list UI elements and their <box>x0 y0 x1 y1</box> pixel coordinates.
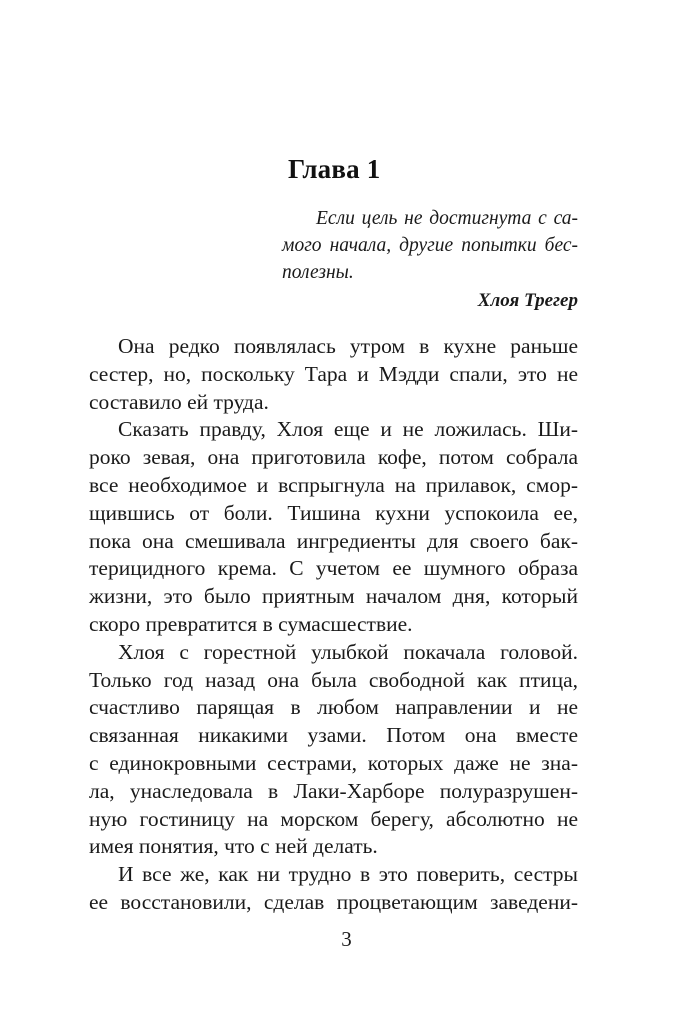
body-line: ную гостиницу на морском берегу, абсолютно не <box>89 806 578 831</box>
body-line: составило ей труда. <box>89 389 269 414</box>
body-line: Только год назад она была свободной как птица, <box>89 667 578 692</box>
body-line: связанная никакими узами. Потом она вместе <box>89 723 578 748</box>
body-line: все необходимое и вспрыгнула на прилавок, смор- <box>89 472 578 497</box>
body-line: роко зевая, она приготовила кофе, потом собрала <box>89 445 578 470</box>
body-line: ее восстановили, сделав процветающим заведени- <box>89 889 578 914</box>
body-line: имея понятия, что с ней делать. <box>89 834 378 859</box>
body-line: И все же, как ни трудно в это поверить, сестры <box>118 862 578 887</box>
body-line: пока она смешивала ингредиенты для своего бак- <box>89 528 578 553</box>
body-line: жизни, это было приятным началом дня, который <box>89 584 578 609</box>
body-line: Сказать правду, Хлоя еще и не ложилась. Ши- <box>118 417 578 442</box>
body-line: скоро превратится в сумасшествие. <box>89 611 413 636</box>
body-line: Она редко появлялась утром в кухне раньше <box>118 334 578 358</box>
epigraph-line: полезны. <box>282 262 354 283</box>
epigraph-author: Хлоя Трегер <box>477 290 578 311</box>
epigraph <box>282 205 578 286</box>
body-line: сестер, но, поскольку Тара и Мэдди спали, это не <box>89 361 578 386</box>
page-number: 3 <box>341 927 352 951</box>
body-line: счастливо парящая в любом направлении и не <box>89 695 578 720</box>
epigraph-line: мого начала, другие попытки бес- <box>282 235 578 256</box>
body-line: ла, унаследовала в Лаки-Харборе полуразрушен- <box>89 778 578 803</box>
epigraph-line: Если цель не достигнута с са- <box>316 208 578 229</box>
body-line: с единокровными сестрами, которых даже не зна- <box>89 750 578 775</box>
chapter-title: Глава 1 <box>288 154 381 184</box>
body-line: терицидного крема. С учетом ее шумного образа <box>89 556 578 581</box>
body-line: Хлоя с горестной улыбкой покачала головой. <box>118 639 578 664</box>
body-line: щившись от боли. Тишина кухни успокоила ее, <box>89 500 578 525</box>
body-text <box>89 333 578 917</box>
